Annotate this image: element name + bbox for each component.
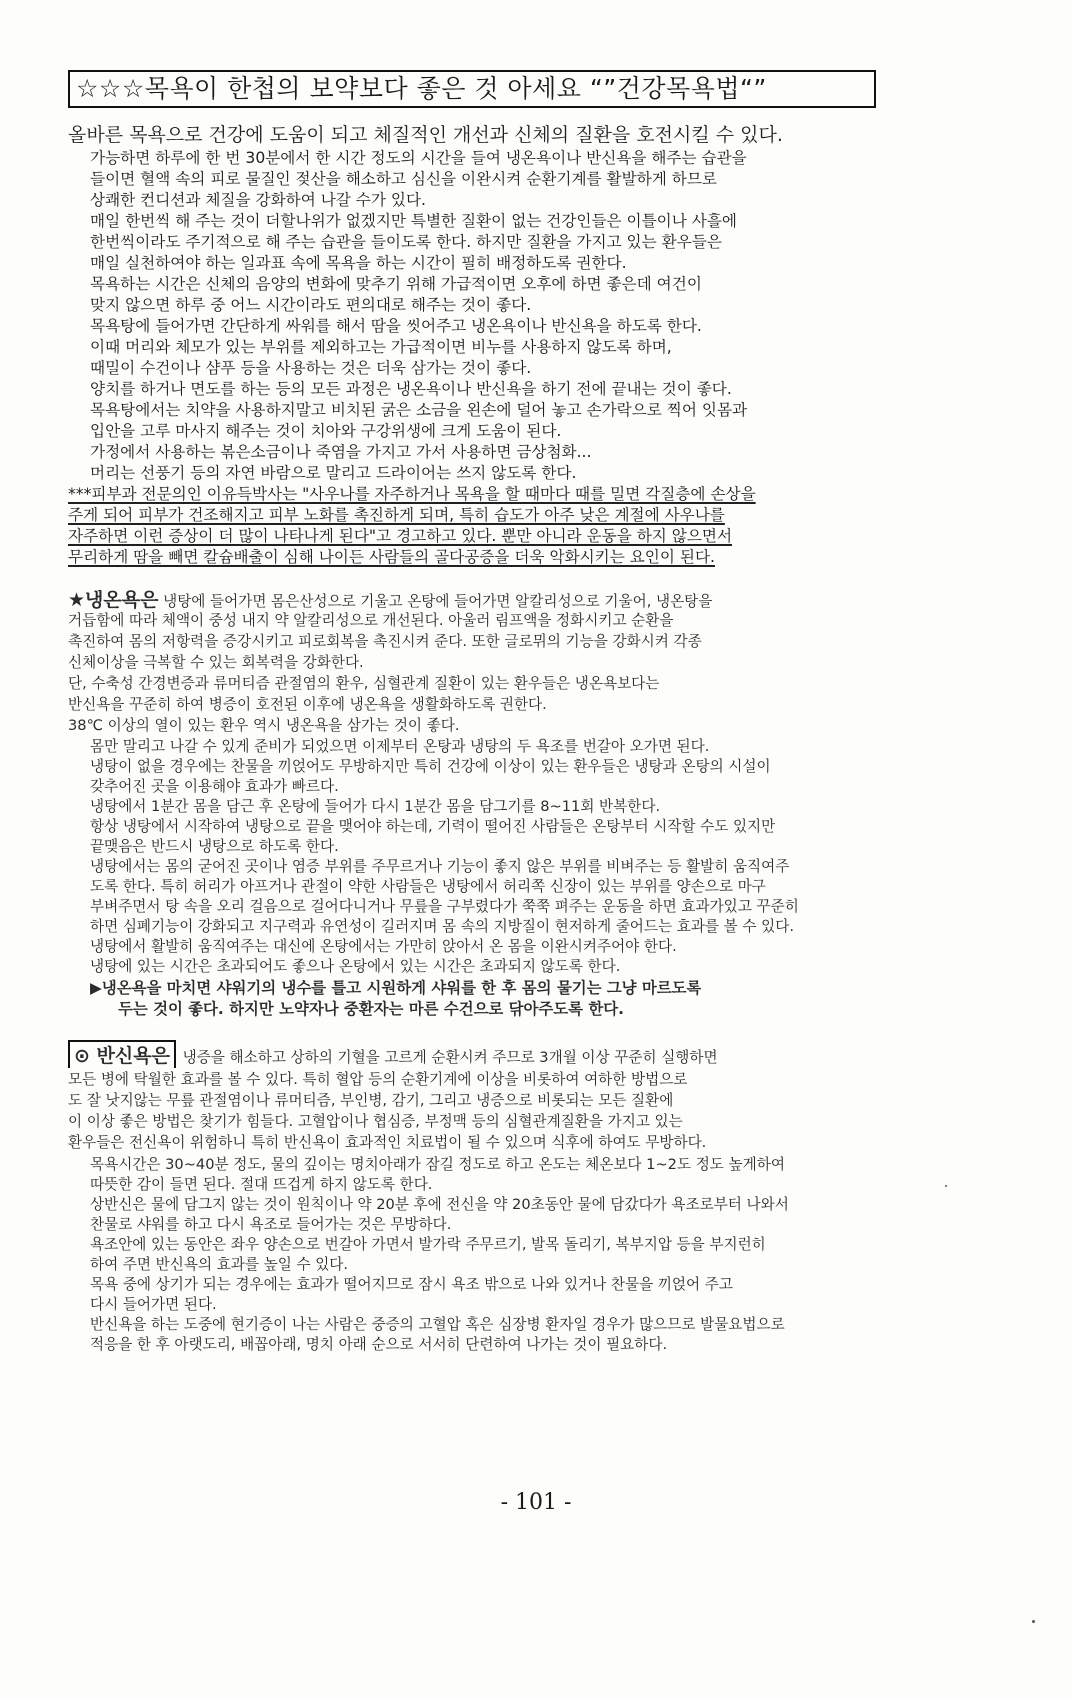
list-item: ° 하여 주면 반신욕의 효과를 높일 수 있다. <box>90 1255 348 1275</box>
list-item: ° 냉탕이 없을 경우에는 찬물을 끼얹어도 무방하지만 특히 건강에 이상이 있는 환우들은 냉탕과 온탕의 시설이 <box>90 757 771 777</box>
page-number: - 101 - <box>500 1490 572 1515</box>
list-item: ° 욕조안에 있는 동안은 좌우 양손으로 번갈아 가면서 발가락 주무르기, 발목 돌리기, 복부지압 등을 부지런히 <box>90 1235 766 1255</box>
list-item: ° 부벼주면서 탕 속을 오리 걸음으로 걸어다니거나 무릎을 구부렸다가 쭉쭉 펴주는 운동을 하면 효과가있고 꾸준히 <box>90 897 799 917</box>
emphasis-note: 두는 것이 좋다. 하지만 노약자나 중환자는 마른 수건으로 닦아주도록 한다. <box>118 1000 624 1018</box>
list-item-continuation: 들이면 혈액 속의 피로 물질인 젖산을 해소하고 심신을 이완시켜 순환기계를 활발하게 하므로 <box>90 170 717 188</box>
section-lead: 올바른 목욕으로 건강에 도움이 되고 체질적인 개선과 신체의 질환을 호전시킬 수 있다. <box>68 124 783 146</box>
paragraph-line: 반신욕을 꾸준히 하여 병증이 호전된 이후에 냉온욕을 생활화하도록 권한다. <box>68 696 547 713</box>
paragraph-line: 이 이상 좋은 방법은 찾기가 힘들다. 고혈압이나 협심증, 부정맥 등의 심혈관계질환을 가지고 있는 <box>68 1113 683 1130</box>
list-item-continuation: 입안을 고루 마사지 해주는 것이 치아와 구강위생에 크게 도움이 된다. <box>90 422 562 440</box>
list-item: ° 가정에서 사용하는 볶은소금이나 죽염을 가지고 가서 사용하면 금상첨화... <box>90 442 591 462</box>
paragraph-line: 환우들은 전신욕이 위험하니 특히 반신욕이 효과적인 치료법이 될 수 있으며 식후에 하여도 무방하다. <box>68 1134 707 1151</box>
list-item-continuation: 도록 한다. 특히 허리가 아프거나 관절이 약한 사람들은 냉탕에서 허리쪽 신장이 있는 부위를 양손으로 마구 <box>90 878 766 895</box>
list-item: ° 매일 실천하여야 하는 일과표 속에 목욕을 하는 시간이 필히 배정하도록 권한다. <box>90 253 627 273</box>
list-item: ° 냉탕에서는 몸의 굳어진 곳이나 염증 부위를 주무르거나 기능이 좋지 않은 부위를 비벼주는 등 활발히 움직여주 <box>90 857 789 877</box>
section-first-line <box>68 1040 718 1068</box>
scan-speck <box>945 1185 947 1187</box>
list-item-continuation: 적응을 한 후 아랫도리, 배꼽아래, 명치 아래 순으로 서서히 단련하여 나가는 것이 필요하다. <box>90 1336 668 1353</box>
list-item: ° 갖추어진 곳을 이용해야 효과가 빠르다. <box>90 777 339 797</box>
emphasis-note: ° ▶냉온욕을 마치면 샤워기의 냉수를 틀고 시원하게 샤워를 한 후 몸의 물기는 그냥 마르도록 <box>90 978 701 998</box>
list-item: ° 목욕하는 시간은 신체의 음양의 변화에 맞추기 위해 가급적이면 오후에 하면 좋은데 여건이 <box>90 274 702 294</box>
list-item: ° 상반신은 물에 담그지 않는 것이 원칙이나 약 20분 후에 전신을 약 20초동안 물에 담갔다가 욕조로부터 나와서 <box>90 1195 789 1215</box>
list-item: ° 반신욕을 하는 도중에 현기증이 나는 사람은 중증의 고혈압 혹은 심장병 환자일 경우가 많으므로 발물요법으로 <box>90 1315 785 1335</box>
list-item: ° 목욕시간은 30~40분 정도, 물의 깊이는 명치아래가 잠길 정도로 하고 온도는 체온보다 1~2도 정도 높게하여 <box>90 1155 785 1175</box>
section-first-line <box>68 590 712 612</box>
list-item-continuation: 한번씩이라도 주기적으로 해 주는 습관을 들이도록 한다. 하지만 질환을 가지고 있는 환우들은 <box>90 233 722 251</box>
paragraph-line: 단, 수축성 간경변증과 류머티즘 관절염의 환우, 심혈관계 질환이 있는 환우들은 냉온욕보다는 <box>68 675 660 692</box>
list-item-continuation: 하면 심폐기능이 강화되고 지구력과 유연성이 길러지며 몸 속의 지방질이 현저하게 줄어드는 효과를 볼 수 있다. <box>90 918 794 935</box>
list-item: ° 이때 머리와 체모가 있는 부위를 제외하고는 가급적이면 비누를 사용하지 않도록 하며, <box>90 337 672 357</box>
list-item: ° 끝맺음은 반드시 냉탕으로 하도록 한다. <box>90 837 339 857</box>
paragraph-line: 도 잘 낫지않는 무릎 관절염이나 류머티즘, 부인병, 감기, 그리고 냉증으로 비롯되는 모든 질환에 <box>68 1092 674 1109</box>
page-title: ☆☆☆목욕이 한첩의 보약보다 좋은 것 아세요 “”건강목욕법“” <box>68 70 876 108</box>
list-item: ° 목욕 중에 상기가 되는 경우에는 효과가 떨어지므로 잠시 욕조 밖으로 나와 있거나 찬물을 끼얹어 주고 <box>90 1275 733 1295</box>
paragraph-line: 모든 병에 탁월한 효과를 볼 수 있다. 특히 혈압 등의 순환기계에 이상을 비롯하여 여하한 방법으로 <box>68 1071 688 1088</box>
paragraph-line: 거듭함에 따라 체액이 중성 내지 약 알칼리성으로 개선된다. 아울러 림프액을 정화시키고 순환을 <box>68 612 674 629</box>
list-item: ° 다시 들어가면 된다. <box>90 1295 217 1315</box>
list-item: ° 때밀이 수건이나 샴푸 등을 사용하는 것은 더욱 삼가는 것이 좋다. <box>90 358 531 378</box>
doctor-note: 무리하게 땀을 빼면 칼슘배출이 심해 나이든 사람들의 골다공증을 더욱 악화시키는 요인이 된다. <box>68 548 715 566</box>
doctor-note: 자주하면 이런 증상이 더 많이 나타나게 된다"고 경고하고 있다. 뿐만 아니라 운동을 하지 않으면서 <box>68 527 733 545</box>
list-item: ° 매일 한번씩 해 주는 것이 더할나위가 없겠지만 특별한 질환이 없는 건강인들은 이틀이나 사흘에 <box>90 211 737 231</box>
list-item: ° 따뜻한 감이 들면 된다. 절대 뜨겁게 하지 않도록 한다. <box>90 1175 432 1195</box>
list-item: ° 상쾌한 컨디션과 체질을 강화하여 나갈 수가 있다. <box>90 190 426 210</box>
doctor-note: 주게 되어 피부가 건조해지고 피부 노화를 촉진하게 되며, 특히 습도가 아주 낮은 계절에 사우나를 <box>68 506 725 524</box>
section-heading: ⊙ 반신욕은 <box>68 1040 176 1068</box>
list-item: ° 냉탕에 있는 시간은 초과되어도 좋으나 온탕에서 있는 시간은 초과되지 않도록 한다. <box>90 957 620 977</box>
list-item: ° 냉탕에서 1분간 몸을 담근 후 온탕에 들어가 다시 1분간 몸을 담그기를 8~11회 반복한다. <box>90 797 660 817</box>
doctor-note: ***피부과 전문의인 이유득박사는 "사우나를 자주하거나 목욕을 할 때마다 때를 밀면 각질층에 손상을 <box>68 485 756 503</box>
paragraph-line: 신체이상을 극복할 수 있는 회복력을 강화한다. <box>68 654 364 671</box>
list-item: ° 목욕탕에 들어가면 간단하게 싸워를 해서 땀을 씻어주고 냉온욕이나 반신욕을 하도록 한다. <box>90 316 702 336</box>
list-item: ° 몸만 말리고 나갈 수 있게 준비가 되었으면 이제부터 온탕과 냉탕의 두 욕조를 번갈아 오가면 된다. <box>90 737 709 757</box>
list-item-continuation: 찬물로 샤워를 하고 다시 욕조로 들어가는 것은 무방하다. <box>90 1216 452 1233</box>
paragraph-line: 촉진하여 몸의 저항력을 증강시키고 피로회복을 촉진시켜 준다. 또한 글로뮈의 기능을 강화시켜 각종 <box>68 633 702 650</box>
list-item: ° 항상 냉탕에서 시작하여 냉탕으로 끝을 맺어야 하는데, 기력이 떨어진 사람들은 온탕부터 시작할 수도 있지만 <box>90 817 775 837</box>
list-item: ° 목욕탕에서는 치약을 사용하지말고 비치된 굵은 소금을 왼손에 덜어 놓고 손가락으로 찍어 잇몸과 <box>90 400 747 420</box>
scan-speck <box>1032 1620 1035 1623</box>
list-item: ° 맞지 않으면 하루 중 어느 시간이라도 편의대로 해주는 것이 좋다. <box>90 295 531 315</box>
list-item: ° 가능하면 하루에 한 번 30분에서 한 시간 정도의 시간을 들여 냉온욕이나 반신욕을 해주는 습관을 <box>90 148 747 168</box>
paragraph-line: 냉탕에 들어가면 몸은산성으로 기울고 온탕에 들어가면 알칼리성으로 기울어, 냉온탕을 <box>163 593 713 610</box>
paragraph-line: 38℃ 이상의 열이 있는 환우 역시 냉온욕을 삼가는 것이 좋다. <box>68 717 460 734</box>
list-item: ° 양치를 하거나 면도를 하는 등의 모든 과정은 냉온욕이나 반신욕을 하기 전에 끝내는 것이 좋다. <box>90 379 732 399</box>
list-item: ° 냉탕에서 활발히 움직여주는 대신에 온탕에서는 가만히 앉아서 온 몸을 이완시켜주어야 한다. <box>90 937 677 957</box>
list-item: ° 머리는 선풍기 등의 자연 바람으로 말리고 드라이어는 쓰지 않도록 한다. <box>90 463 576 483</box>
section-heading: ★냉온욕은 <box>68 590 159 611</box>
paragraph-line: 냉증을 해소하고 상하의 기혈을 고르게 순환시켜 주므로 3개월 이상 꾸준히 실행하면 <box>182 1049 718 1066</box>
